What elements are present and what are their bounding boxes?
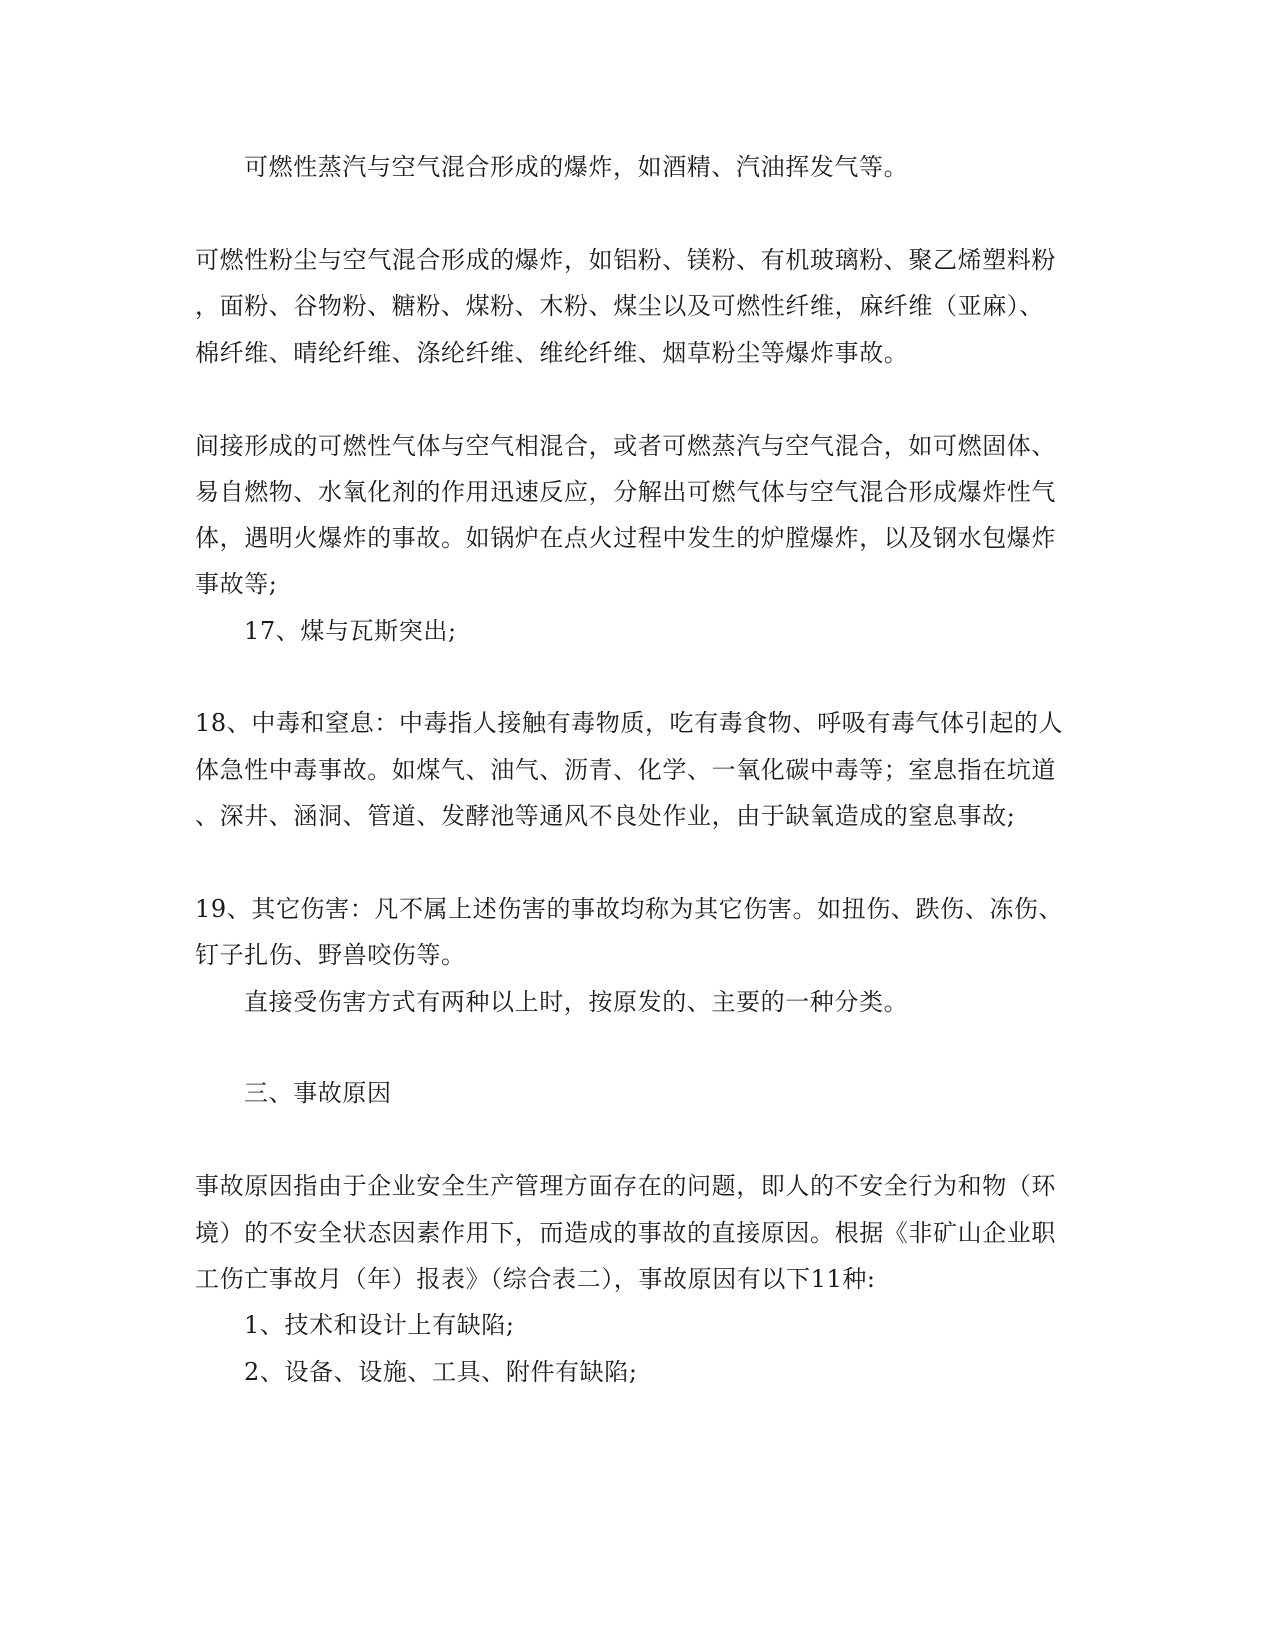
paragraph-line: 可燃性粉尘与空气混合形成的爆炸，如铝粉、镁粉、有机玻璃粉、聚乙烯塑料粉 [195,246,1056,274]
list-item: 1、技术和设计上有缺陷; [244,1311,515,1339]
list-item: 2、设备、设施、工具、附件有缺陷; [244,1358,638,1386]
paragraph-line: 事故原因指由于企业安全生产管理方面存在的问题，即人的不安全行为和物（环 [195,1172,1056,1200]
paragraph-line: 、深井、涵洞、管道、发酵池等通风不良处作业，由于缺氧造成的窒息事故; [195,802,1016,830]
paragraph-line: 事故等; [195,570,278,598]
paragraph-line: 体，遇明火爆炸的事故。如锅炉在点火过程中发生的炉膛爆炸，以及钢水包爆炸 [195,524,1056,552]
paragraph-line: 直接受伤害方式有两种以上时，按原发的、主要的一种分类。 [244,988,909,1016]
paragraph-line: ，面粉、谷物粉、糖粉、煤粉、木粉、煤尘以及可燃性纤维，麻纤维（亚麻）、 [195,292,1044,320]
paragraph-line: 18、中毒和窒息：中毒指人接触有毒物质，吃有毒食物、呼吸有毒气体引起的人 [195,709,1064,737]
paragraph-line: 17、煤与瓦斯突出; [244,617,457,645]
paragraph-line: 19、其它伤害：凡不属上述伤害的事故均称为其它伤害。如扭伤、跌伤、冻伤、 [195,895,1064,923]
paragraph-line: 间接形成的可燃性气体与空气相混合，或者可燃蒸汽与空气混合，如可燃固体、 [195,432,1056,460]
paragraph-line: 棉纤维、晴纶纤维、涤纶纤维、维纶纤维、烟草粉尘等爆炸事故。 [195,339,909,367]
paragraph-line: 可燃性蒸汽与空气混合形成的爆炸，如酒精、汽油挥发气等。 [244,153,909,181]
section-heading: 三、事故原因 [244,1079,392,1107]
paragraph-line: 易自燃物、水氧化剂的作用迅速反应，分解出可燃气体与空气混合形成爆炸性气 [195,478,1056,506]
paragraph-line: 境）的不安全状态因素作用下，而造成的事故的直接原因。根据《非矿山企业职 [195,1219,1056,1247]
paragraph-line: 体急性中毒事故。如煤气、油气、沥青、化学、一氧化碳中毒等；室息指在坑道 [195,756,1056,784]
paragraph-line: 钉子扎伤、野兽咬伤等。 [195,941,466,969]
paragraph-line: 工伤亡事故月（年）报表》（综合表二），事故原因有以下11种: [195,1265,876,1293]
